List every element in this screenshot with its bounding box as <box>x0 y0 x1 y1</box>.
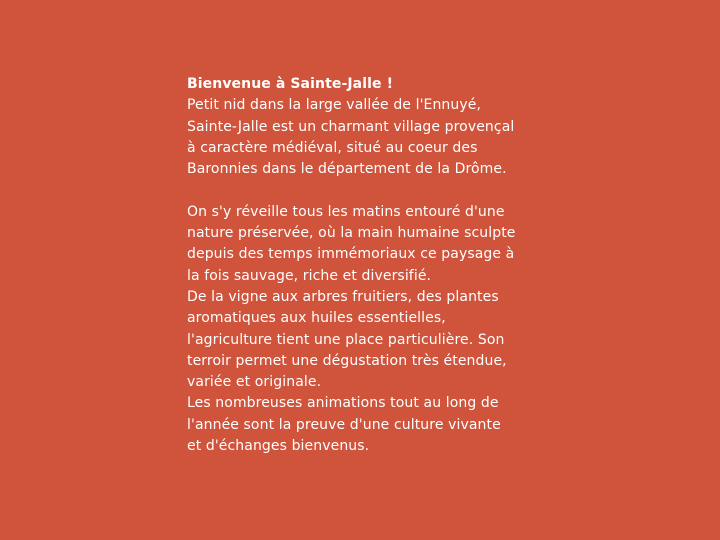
paragraph-2-line: l'agriculture tient une place particulière. Son <box>187 331 505 348</box>
paragraph-1-line: Petit nid dans la large vallée de l'Ennuyé, <box>187 97 482 114</box>
paragraph-1-line: à caractère médiéval, situé au coeur des <box>187 139 478 156</box>
paragraph-1-line: Baronnies dans le département de la Drôme. <box>187 161 507 178</box>
paragraph-2-line: terroir permet une dégustation très étendue, <box>187 352 507 369</box>
paragraph-2-line: aromatiques aux huiles essentielles, <box>187 310 446 327</box>
paragraph-2-line: et d'échanges bienvenus. <box>187 438 370 455</box>
paragraph-2-line: Les nombreuses animations tout au long de <box>187 395 499 412</box>
paragraph-2-line: l'année sont la preuve d'une culture vivante <box>187 416 501 433</box>
paragraph-2-line: De la vigne aux arbres fruitiers, des plantes <box>187 288 499 305</box>
paragraph-2-line: On s'y réveille tous les matins entouré d'une <box>187 203 505 220</box>
paragraph-2-line: variée et originale. <box>187 374 322 391</box>
paragraph-2-line: la fois sauvage, riche et diversifié. <box>187 267 432 284</box>
slide-text-block <box>187 74 537 457</box>
paragraph-spacer <box>187 180 537 201</box>
paragraph-2-line: nature préservée, où la main humaine sculpte <box>187 225 516 242</box>
paragraph-1-line: Sainte-Jalle est un charmant village provençal <box>187 118 515 135</box>
paragraph-2-line: depuis des temps immémoriaux ce paysage à <box>187 246 515 263</box>
slide-title: Bienvenue à Sainte-Jalle ! <box>187 76 394 92</box>
